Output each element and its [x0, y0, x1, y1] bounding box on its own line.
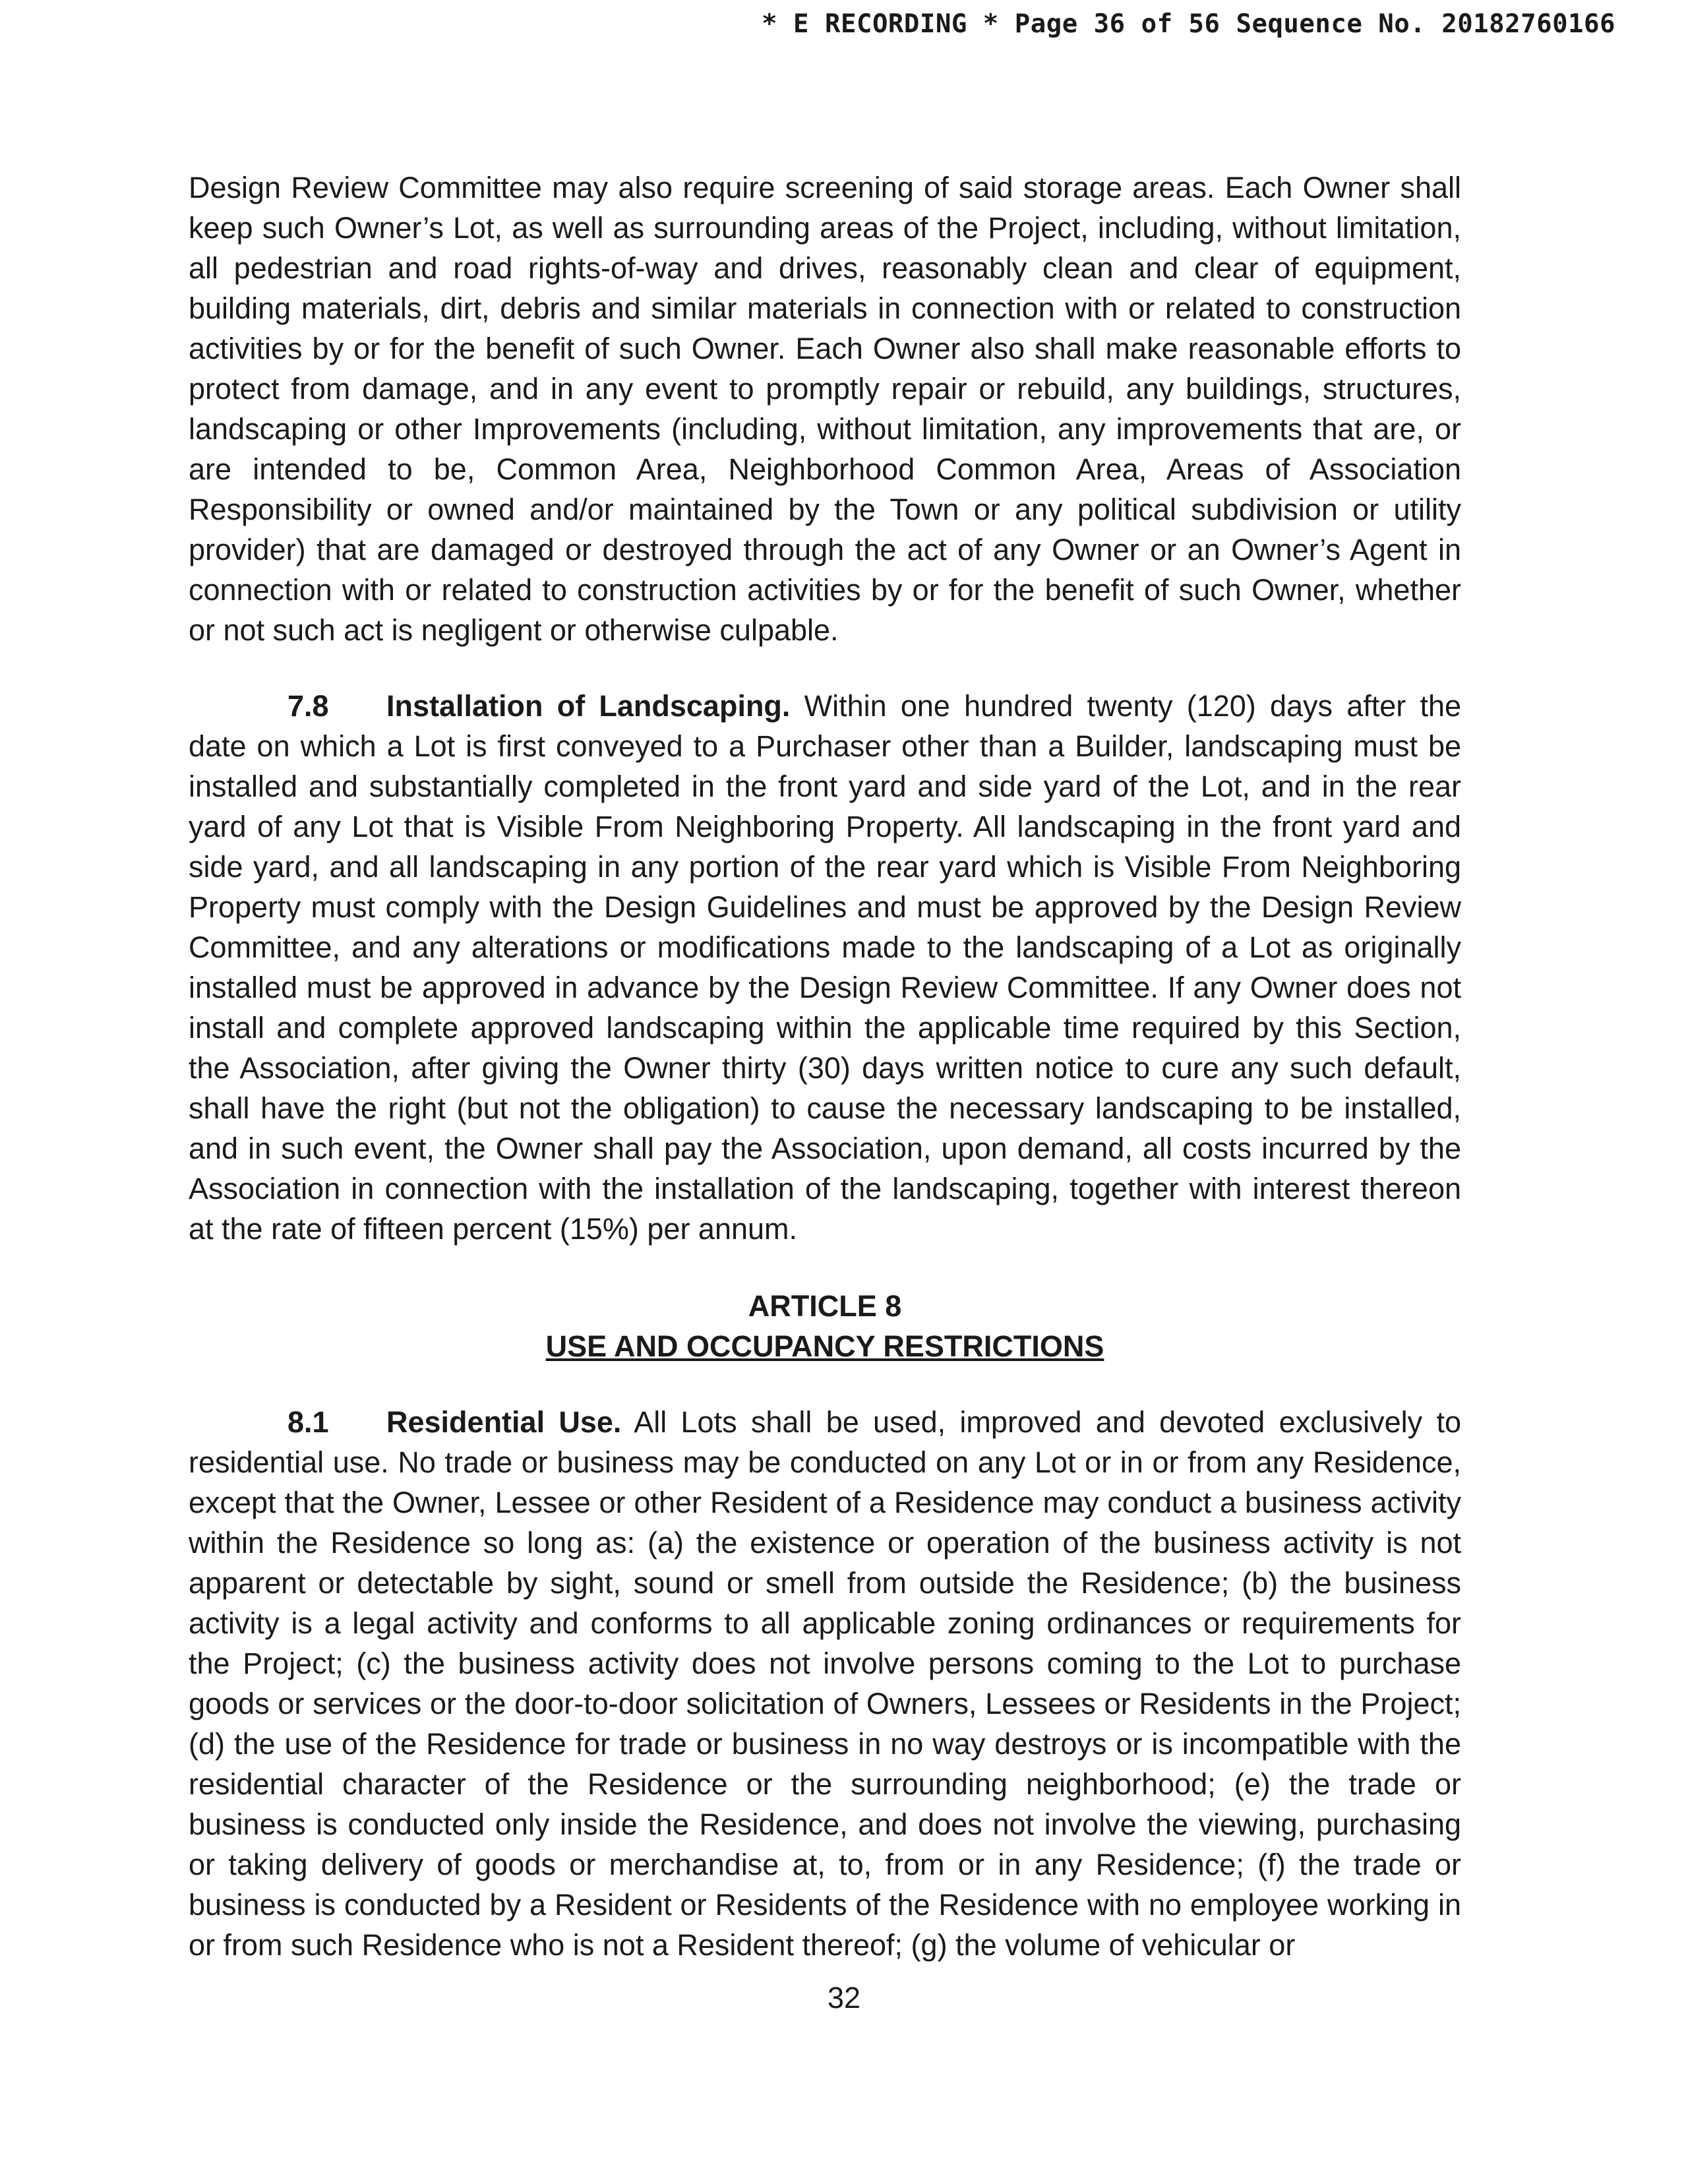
article-title: USE AND OCCUPANCY RESTRICTIONS	[545, 1329, 1104, 1363]
section-title: Installation of Landscaping.	[386, 689, 791, 723]
recording-header: * E RECORDING * Page 36 of 56 Sequence No. 20182760166	[762, 9, 1615, 39]
section-title: Residential Use.	[386, 1405, 622, 1439]
section-number: 8.1	[287, 1405, 329, 1439]
article-heading	[189, 1326, 1461, 1366]
section-text: All Lots shall be used, improved and devoted exclusively to residential use. No trade or business may be conducted on any Lot or in or from any Residence, except that the Owner, Lessee or other Resident of a Residence may conduct a business activity within the Residence so long as: (a) the existence or operation of the business activity is not apparent or detectable by sight, sound or smell from outside the Residence; (b) the business activity is a legal activity and conforms to all applicable zoning ordinances or requirements for the Project; (c) the business activity does not involve persons coming to the Lot to purchase goods or services or the door-to-door solicitation of Owners, Lessees or Residents in the Project; (d) the use of the Residence for trade or business in no way destroys or is incompatible with the residential character of the Residence or the surrounding neighborhood; (e) the trade or business is conducted only inside the Residence, and does not involve the viewing, purchasing or taking delivery of goods or merchandise at, to, from or in any Residence; (f) the trade or business is conducted by a Resident or Residents of the Residence with no employee working in or from such Residence who is not a Resident thereof; (g) the volume of vehicular or	[189, 1405, 1461, 1962]
section-7-8	[189, 686, 1461, 1249]
page-number: 32	[827, 1981, 861, 2015]
article-number: ARTICLE 8	[748, 1289, 902, 1323]
section-8-1	[189, 1402, 1461, 1965]
paragraph-continuation: Design Review Committee may also require screening of said storage areas. Each Owner shall keep such Owner’s Lot, as well as surrounding areas of the Project, including, without limitation, all pedestrian and road rights-of-way and drives, reasonably clean and clear of equipment, building materials, dirt, debris and similar materials in connection with or related to construction activities by or for the benefit of such Owner. Each Owner also shall make reasonable efforts to protect from damage, and in any event to promptly repair or rebuild, any buildings, structures, landscaping or other Improvements (including, without limitation, any improvements that are, or are intended to be, Common Area, Neighborhood Common Area, Areas of Association Responsibility or owned and/or maintained by the Town or any political subdivision or utility provider) that are damaged or destroyed through the act of any Owner or an Owner’s Agent in connection with or related to construction activities by or for the benefit of such Owner, whether or not such act is negligent or otherwise culpable.	[189, 171, 1461, 647]
section-number: 7.8	[287, 689, 329, 723]
section-text: Within one hundred twenty (120) days after the date on which a Lot is first conveyed to a Purchaser other than a Builder, landscaping must be installed and substantially completed in the front yard and side yard of the Lot, and in the rear yard of any Lot that is Visible From Neighboring Property. All landscaping in the front yard and side yard, and all landscaping in any portion of the rear yard which is Visible From Neighboring Property must comply with the Design Guidelines and must be approved by the Design Review Committee, and any alterations or modifications made to the landscaping of a Lot as originally installed must be approved in advance by the Design Review Committee. If any Owner does not install and complete approved landscaping within the applicable time required by this Section, the Association, after giving the Owner thirty (30) days written notice to cure any such default, shall have the right (but not the obligation) to cause the necessary landscaping to be installed, and in such event, the Owner shall pay the Association, upon demand, all costs incurred by the Association in connection with the installation of the landscaping, together with interest thereon at the rate of fifteen percent (15%) per annum.	[189, 689, 1462, 1246]
